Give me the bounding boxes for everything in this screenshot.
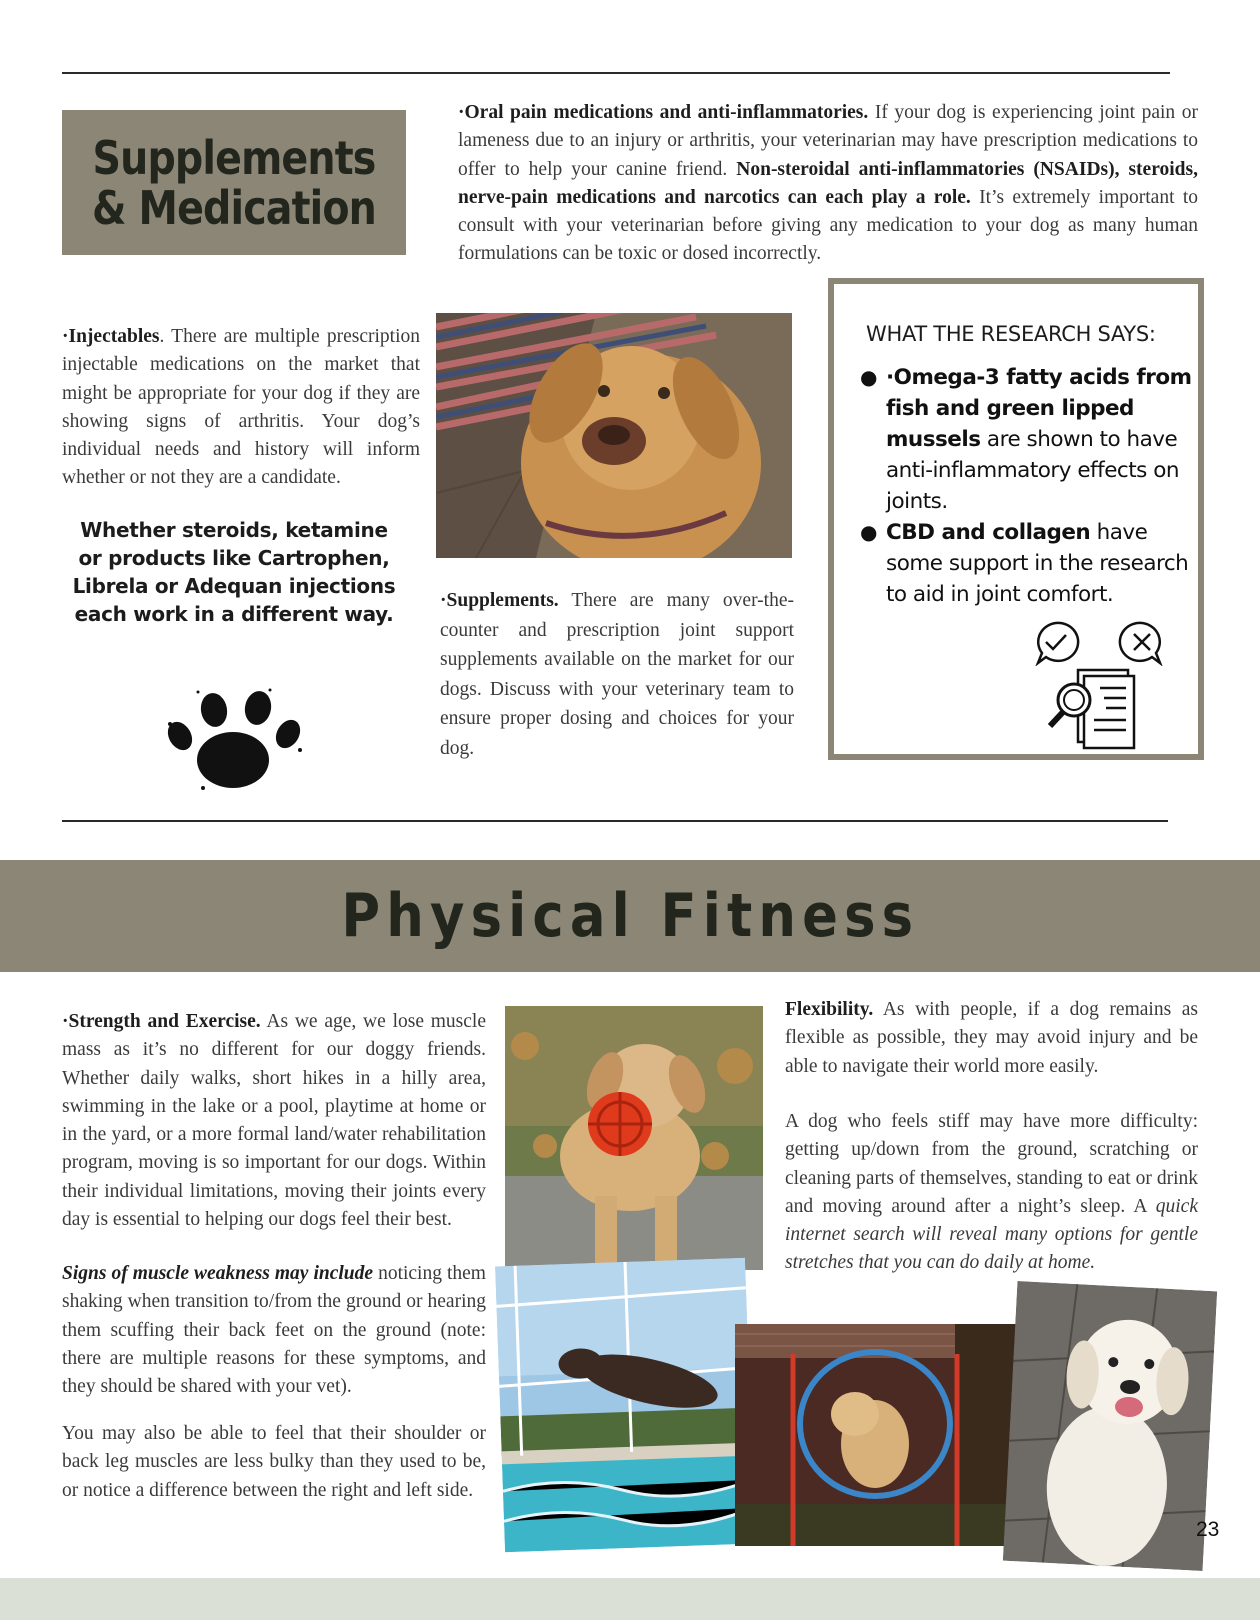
flexibility-lead: Flexibility. bbox=[785, 999, 874, 1020]
footer-band bbox=[0, 1578, 1260, 1620]
check-bubble-icon bbox=[1032, 620, 1080, 666]
page-number: 23 bbox=[1196, 1518, 1220, 1541]
omega3-bold: ·Omega-3 fatty acids from fish and green lipped mussels bbox=[886, 365, 1192, 452]
injections-callout: Whether steroids, ketamine or products like Cartrophen, Librela or Adequan injections each work in a different way. bbox=[72, 518, 396, 626]
stiffness-paragraph bbox=[785, 1108, 1198, 1278]
stiffness-text: A dog who feels stiff may have more difficulty: getting up/down from the ground, scratching or cleaning parts of themselves, standing to eat or drink and moving around after a night’s sleep. A bbox=[785, 1111, 1198, 1217]
oral-medications-lead: ·Oral pain medications and anti-inflammatories. bbox=[458, 102, 869, 123]
dog-jumping-pool-photo bbox=[495, 1258, 755, 1553]
oral-medications-warning: It’s extremely important to consult with your veterinarian before giving any medication to your dog as many human formulations can be toxic or dosed incorrectly. bbox=[458, 186, 1198, 265]
x-bubble-icon bbox=[1118, 620, 1166, 666]
cbd-bold: CBD and collagen bbox=[886, 520, 1091, 545]
white-dog-photo bbox=[1003, 1281, 1220, 1571]
nsaids-bold: Non-steroidal anti-inflammatories (NSAIDs), steroids, nerve-pain medications and narcotics can each play a role. bbox=[458, 158, 1198, 208]
signs-paragraph bbox=[62, 1260, 486, 1401]
bullet-icon: ● bbox=[860, 520, 877, 544]
research-item-omega3 bbox=[860, 362, 1194, 517]
research-box bbox=[828, 278, 1204, 760]
dog-with-ball-photo bbox=[505, 1006, 763, 1270]
supplements-lead: ·Supplements. bbox=[440, 590, 559, 611]
cbd-text: have some support in the research to aid in joint comfort. bbox=[886, 520, 1189, 607]
supplements-text: There are many over-the-counter and prescription joint support supplements available on the market for our dogs. Discuss with your veterinary team to ensure proper dosing and choices for your dog. bbox=[440, 590, 794, 759]
paw-print-icon bbox=[158, 680, 308, 796]
strength-lead: ·Strength and Exercise. bbox=[62, 1011, 261, 1032]
flexibility-text: As with people, if a dog remains as flexible as possible, they may avoid injury and be able to navigate their world more easily. bbox=[785, 999, 1198, 1077]
top-divider bbox=[62, 72, 1170, 74]
injectables-paragraph bbox=[62, 323, 420, 493]
research-item-cbd bbox=[860, 517, 1194, 610]
research-list bbox=[860, 362, 1194, 610]
physical-fitness-banner bbox=[0, 860, 1260, 972]
oral-medications-text: If your dog is experiencing joint pain or lameness due to an injury or arthritis, your veterinarian may have prescription medications to offer to help your canine friend. bbox=[458, 102, 1198, 180]
stretches-italic: quick internet search will reveal many options for gentle stretches that you can do daily at home. bbox=[785, 1195, 1198, 1274]
supplements-title: Supplements & Medication bbox=[92, 130, 376, 235]
omega3-text: are shown to have anti-inflammatory effects on joints. bbox=[886, 427, 1179, 514]
injectables-lead: ·Injectables bbox=[62, 326, 160, 347]
oral-medications-paragraph bbox=[458, 99, 1198, 269]
flexibility-paragraph bbox=[785, 996, 1198, 1081]
bullet-icon: ● bbox=[860, 365, 877, 389]
dog-portrait-photo bbox=[436, 313, 792, 558]
supplements-paragraph bbox=[440, 586, 794, 763]
physical-fitness-title: Physical Fitness bbox=[341, 881, 919, 951]
strength-paragraph bbox=[62, 1008, 486, 1234]
supplements-title-box bbox=[62, 110, 406, 255]
research-document-icon bbox=[1044, 664, 1140, 750]
signs-lead: Signs of muscle weakness may include bbox=[62, 1263, 374, 1284]
middle-divider bbox=[62, 820, 1168, 822]
research-heading: WHAT THE RESEARCH SAYS: bbox=[866, 322, 1156, 346]
injectables-text: . There are multiple prescription injectable medications on the market that might be appropriate for your dog if they are showing signs of arthritis. Your dog’s individual needs and history will inform whether or not they are a candidate. bbox=[62, 326, 420, 489]
feel-paragraph: You may also be able to feel that their shoulder or back leg muscles are less bulky than they used to be, or notice a difference between the right and left side. bbox=[62, 1423, 486, 1501]
strength-text: As we age, we lose muscle mass as it’s no different for our doggy friends. Whether daily walks, short hikes in a hilly area, swimming in the lake or a pool, playtime at home or in the yard, or a more formal land/water rehabilitation program, moving is so important for our dogs. Within their individual limitations, moving their joints every day is essential to helping our dogs feel their best. bbox=[62, 1011, 486, 1231]
signs-text: noticing them shaking when transition to/from the ground or hearing them scuffing their back feet on the ground (note: there are multiple reasons for these symptoms, and they should be shared with your vet). bbox=[62, 1263, 486, 1398]
dog-agility-hoop-photo bbox=[735, 1324, 1017, 1546]
